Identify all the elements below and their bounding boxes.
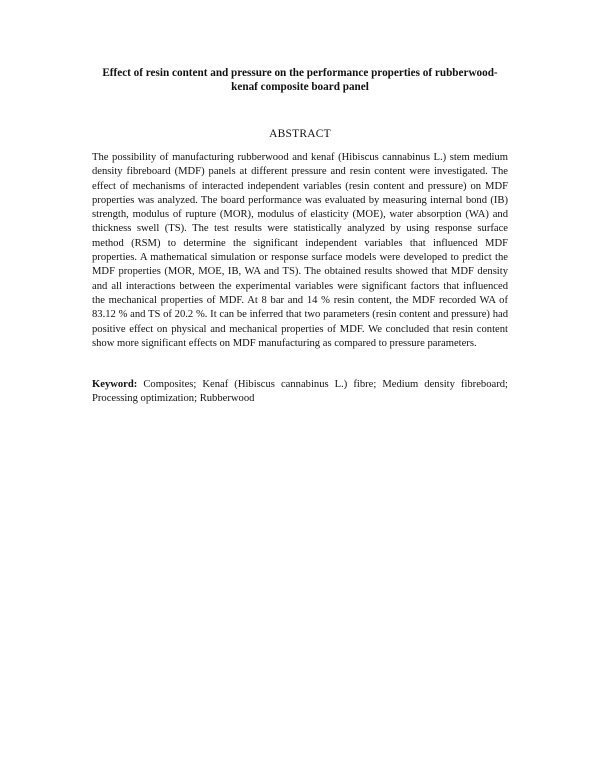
keywords-text: Composites; Kenaf (Hibiscus cannabinus L.) fibre; Medium density fibreboard; Processing optimization; Rubberwood <box>92 379 508 405</box>
abstract-body: The possibility of manufacturing rubberwood and kenaf (Hibiscus cannabinus L.) stem medium density fibreboard (MDF) panels at different pressure and resin content were investigated. The effect of mechanisms of interacted independent variables (resin content and pressure) on MDF properties was analyzed. The board performance was evaluated by measuring internal bond (IB) strength, modulus of rupture (MOR), modulus of elasticity (MOE), water absorption (WA) and thickness swell (TS). The test results were statistically analyzed by using response surface method (RSM) to determine the significant independent variables that influenced MDF properties. A mathematical simulation or response surface models were developed to predict the MDF properties (MOR, MOE, IB, WA and TS). The obtained results showed that MDF density and all interactions between the experimental variables were significant factors that influenced the mechanical properties of MDF. At 8 bar and 14 % resin content, the MDF recorded WA of 83.12 % and TS of 20.2 %. It can be inferred that two parameters (resin content and pressure) had positive effect on physical and mechanical properties of MDF. We concluded that resin content show more significant effects on MDF manufacturing as compared to pressure parameters. <box>92 152 508 349</box>
paper-title: Effect of resin content and pressure on the performance properties of rubberwood-kenaf composite board panel <box>102 67 498 93</box>
keywords-paragraph <box>92 378 508 407</box>
keywords-label: Keyword: <box>92 379 138 390</box>
abstract-heading: ABSTRACT <box>269 128 331 140</box>
